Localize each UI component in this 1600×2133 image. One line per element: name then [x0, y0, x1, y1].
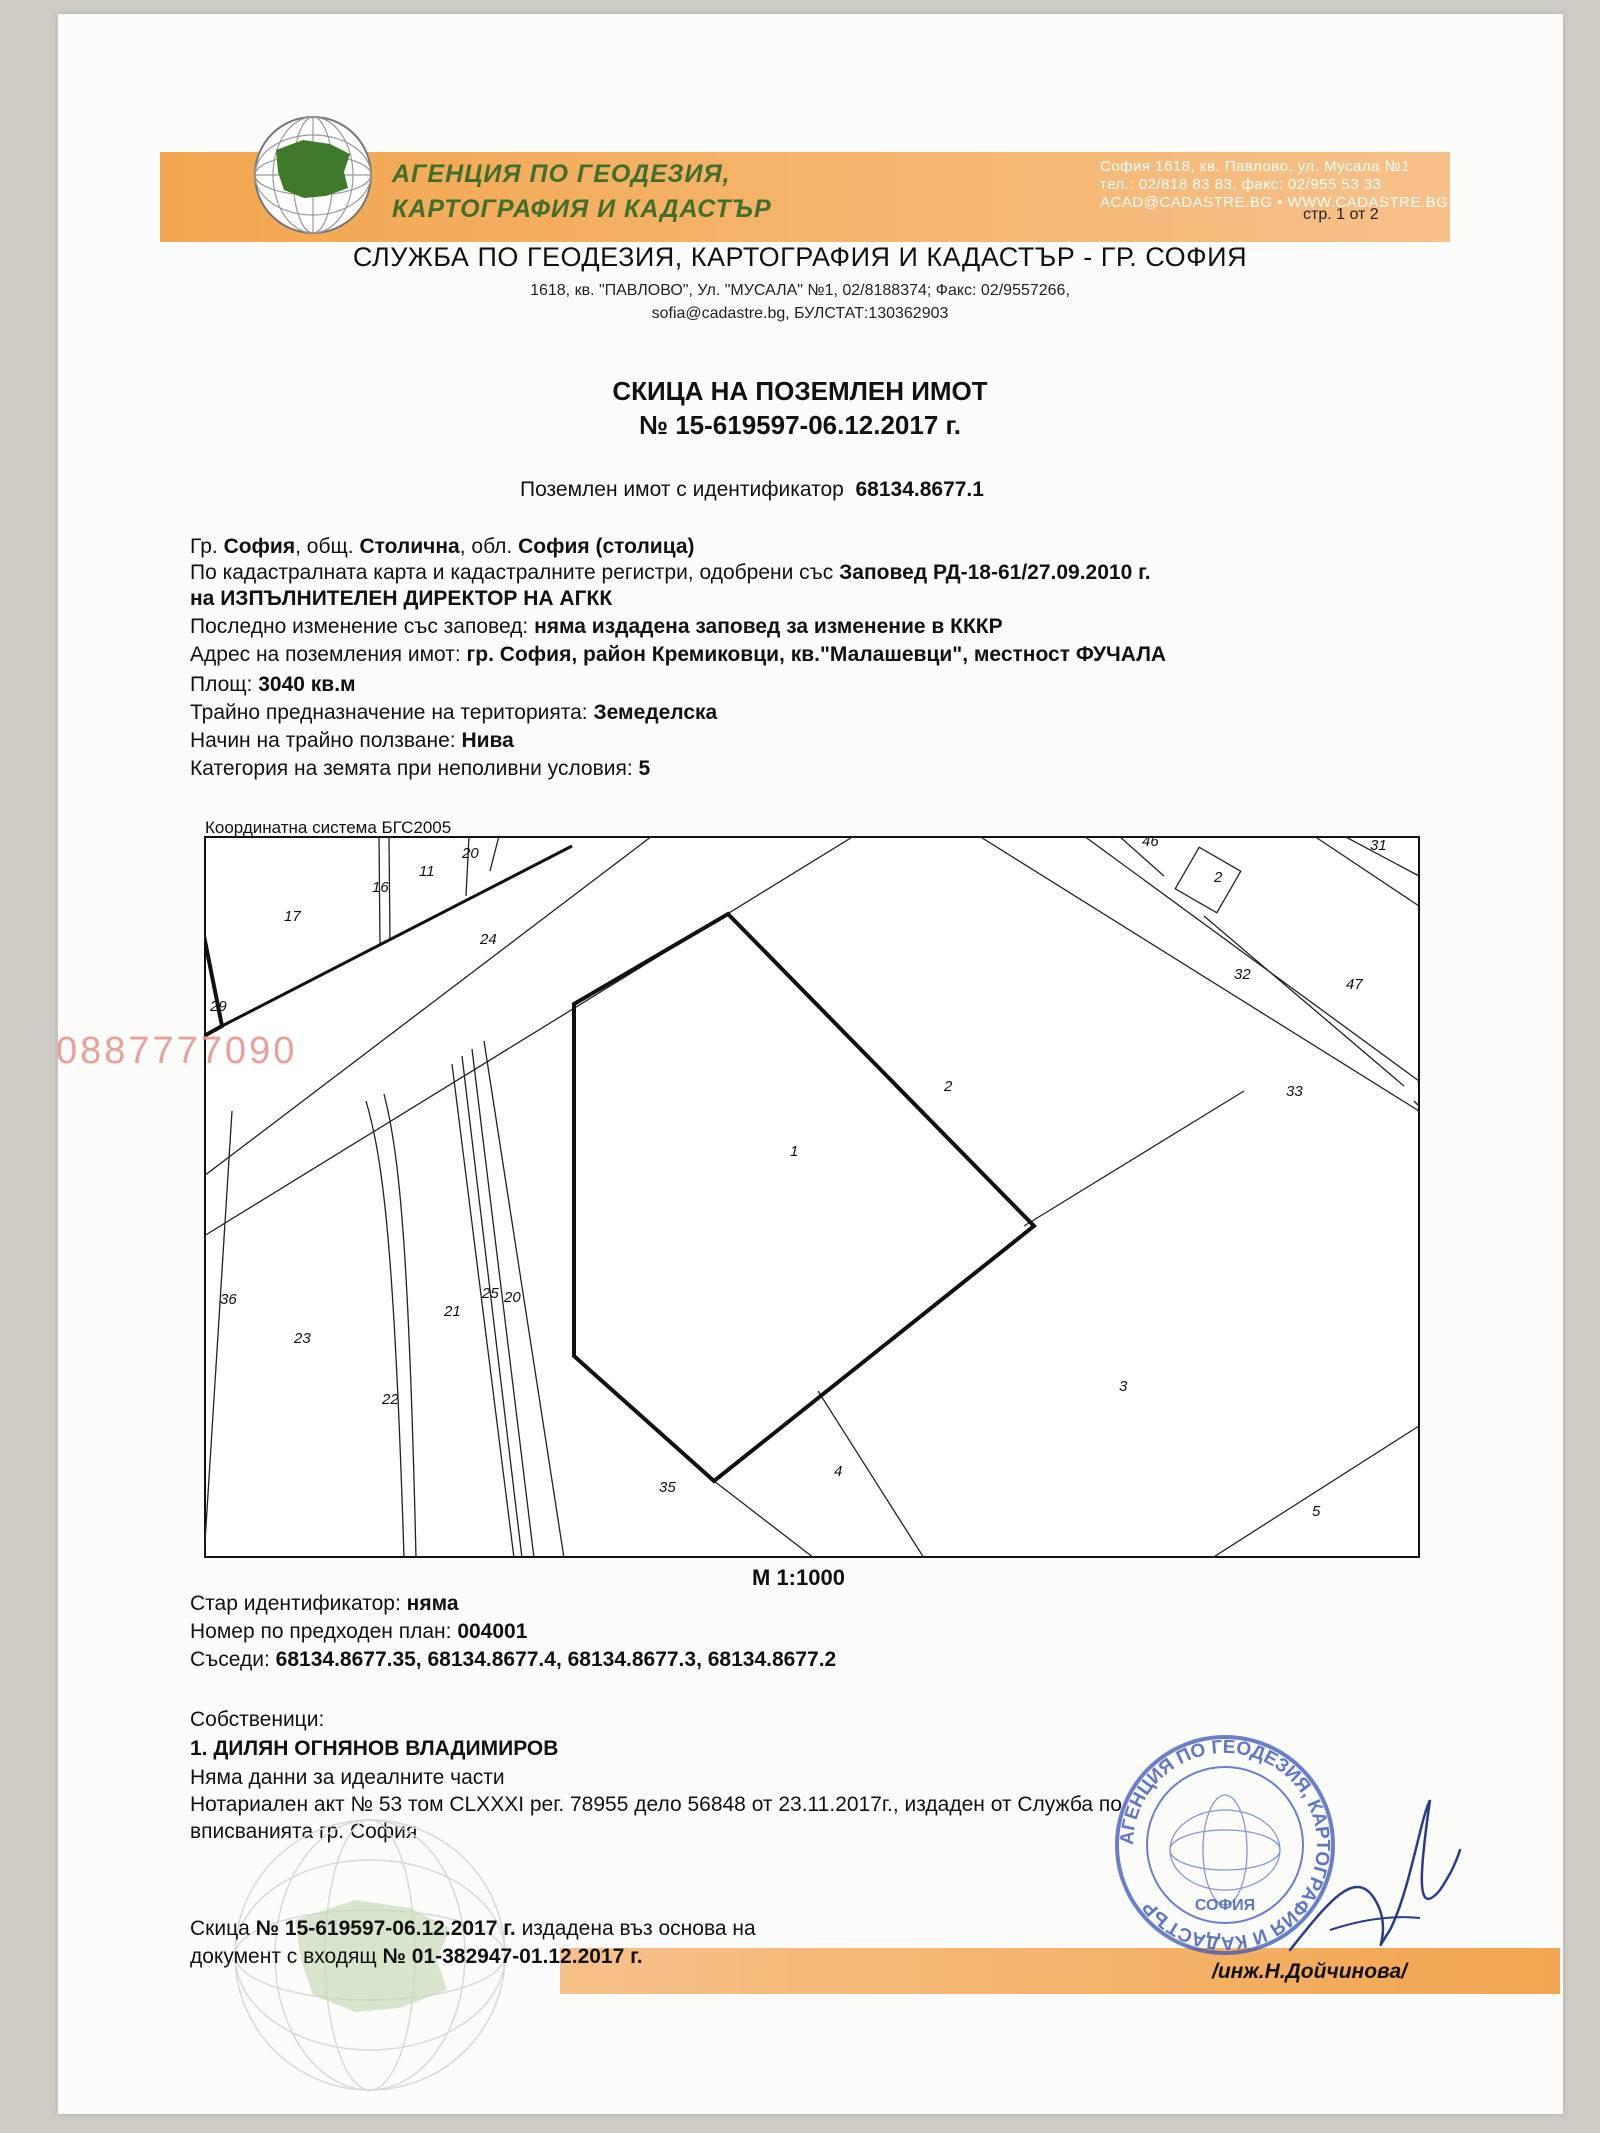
service-address: 1618, кв. "ПАВЛОВО", Ул. "МУСАЛА" №1, 02/8188374; Факс: 02/9557266,	[530, 282, 1070, 299]
parcel-label-20-top: 20	[462, 845, 479, 862]
contact-phone: тел.: 02/818 83 83, факс: 02/955 53 33	[1100, 176, 1382, 193]
document-number-value: № 01-382947-01.12.2017 г.	[382, 1945, 643, 1968]
parcel-label-23: 23	[294, 1330, 311, 1347]
parcel-label-5: 5	[1312, 1503, 1321, 1520]
approval-by-row	[190, 587, 612, 611]
area-label: Площ:	[190, 673, 253, 696]
sketch-issued-row	[190, 1917, 756, 1941]
identifier-value: 68134.8677.1	[855, 478, 984, 501]
municipality-value: Столична	[359, 535, 460, 558]
coordinate-system: Координатна система БГС2005	[205, 818, 452, 837]
cadastral-map	[204, 836, 1420, 1558]
neighbors-value: 68134.8677.35, 68134.8677.4, 68134.8677.3, 68134.8677.2	[275, 1648, 837, 1671]
parcel-label-47: 47	[1346, 976, 1363, 993]
category-value: 5	[638, 757, 651, 780]
last-change-label: Последно изменение със заповед:	[190, 615, 529, 638]
parcel-label-32: 32	[1234, 966, 1251, 983]
watermark-phone: 0887777090	[56, 1030, 298, 1072]
last-change-row	[190, 615, 1003, 639]
category-label: Категория на земята при неполивни условия:	[190, 757, 633, 780]
prev-plan-label: Номер по предходен план:	[190, 1620, 452, 1643]
sketch-document-row	[190, 1945, 643, 1969]
service-email: sofia@cadastre.bg, БУЛСТАТ:130362903	[651, 305, 949, 322]
category-row	[190, 757, 650, 781]
contact-address: София 1618, кв. Павлово, ул. Мусала №1	[1100, 158, 1411, 175]
document-label: документ с входящ	[190, 1945, 377, 1968]
sketch-issued-text: издадена въз основа на	[521, 1917, 756, 1940]
parcel-label-1: 1	[790, 1143, 799, 1160]
city-label: Гр.	[190, 535, 218, 558]
region-label: , обл.	[459, 535, 513, 558]
city-value: София	[223, 535, 296, 558]
purpose-label: Трайно предназначение на територията:	[190, 701, 588, 724]
parcel-label-4: 4	[834, 1463, 843, 1480]
old-id-value: няма	[406, 1592, 459, 1615]
parcel-label-11: 11	[419, 863, 435, 880]
service-title: СЛУЖБА ПО ГЕОДЕЗИЯ, КАРТОГРАФИЯ И КАДАСТЪР - ГР. СОФИЯ	[352, 242, 1248, 272]
map-scale: М 1:1000	[752, 1565, 845, 1590]
location-row	[190, 535, 695, 559]
old-id-label: Стар идентификатор:	[190, 1592, 401, 1615]
identifier-label: Поземлен имот с идентификатор	[520, 478, 844, 501]
sketch-number: № 15-619597-06.12.2017 г.	[255, 1917, 516, 1940]
parcel-label-16: 16	[372, 879, 389, 896]
approval-text: По кадастралната карта и кадастралните регистри, одобрени със	[190, 561, 834, 584]
sketch-label: Скица	[190, 1917, 250, 1940]
neighbors-label: Съседи:	[190, 1648, 270, 1671]
contact-email: ACAD@CADASTRE.BG • WWW.CADASTRE.BG	[1100, 194, 1449, 211]
purpose-row	[190, 701, 717, 725]
owners-label: Собственици:	[190, 1708, 325, 1731]
parcel-label-29: 29	[210, 998, 227, 1015]
signature-icon	[1270, 1780, 1470, 1980]
parcel-label-35: 35	[659, 1479, 676, 1496]
prev-plan-row	[190, 1620, 527, 1644]
parcel-label-20: 20	[504, 1289, 521, 1306]
parcel-label-33: 33	[1286, 1083, 1303, 1100]
deed-line2: вписванията гр. София	[190, 1820, 418, 1843]
document-number: № 15-619597-06.12.2017 г.	[638, 410, 961, 440]
prev-plan-value: 004001	[457, 1620, 528, 1643]
parcel-label-22: 22	[382, 1391, 399, 1408]
approval-by: на ИЗПЪЛНИТЕЛЕН ДИРЕКТОР НА АГКК	[190, 587, 613, 610]
address-label: Адрес на поземления имот:	[190, 643, 461, 666]
last-change-value: няма издадена заповед за изменение в КККР	[534, 615, 1003, 638]
address-value: гр. София, район Кремиковци, кв."Малашевци", местност ФУЧАЛА	[466, 643, 1167, 666]
agency-name-line1: АГЕНЦИЯ ПО ГЕОДЕЗИЯ,	[392, 160, 731, 188]
stamp-center-text: СОФИЯ	[1194, 1897, 1256, 1914]
parcel-label-2: 2	[944, 1078, 953, 1095]
page-number: стр. 1 от 2	[1303, 206, 1379, 223]
agency-name-line2: КАРТОГРАФИЯ И КАДАСТЪР	[392, 195, 772, 223]
area-value: 3040 кв.м	[258, 673, 356, 696]
municipality-label: , общ.	[295, 535, 354, 558]
signer-name: /инж.Н.Дойчинова/	[1212, 1960, 1407, 1983]
address-row	[190, 643, 1166, 667]
usage-label: Начин на трайно ползване:	[190, 729, 456, 752]
area-row	[190, 673, 356, 697]
parcel-label-46: 46	[1142, 836, 1159, 850]
parcel-label-36: 36	[220, 1291, 237, 1308]
old-id-row	[190, 1592, 459, 1616]
purpose-value: Земеделска	[593, 701, 718, 724]
parcel-label-3: 3	[1119, 1378, 1128, 1395]
deed-line1: Нотариален акт № 53 том CLXXXI рег. 78955 дело 56848 от 23.11.2017г., издаден от Служба по	[190, 1793, 1122, 1816]
stamp-ring-text: АГЕНЦИЯ ПО ГЕОДЕЗИЯ, КАРТОГРАФИЯ И КАДАСТЪР	[1116, 1736, 1334, 1954]
usage-row	[190, 729, 514, 753]
parcel-label-21: 21	[444, 1303, 461, 1320]
parcel-label-2-building: 2	[1214, 869, 1223, 886]
region-value: София (столица)	[518, 535, 695, 558]
parcel-label-25: 25	[482, 1285, 499, 1302]
agency-logo-icon	[248, 110, 378, 240]
document-title: СКИЦА НА ПОЗЕМЛЕН ИМОТ	[612, 376, 988, 406]
approval-order: Заповед РД-18-61/27.09.2010 г.	[839, 561, 1151, 584]
parcel-label-17: 17	[284, 908, 301, 925]
usage-value: Нива	[461, 729, 514, 752]
parcel-label-24: 24	[480, 931, 497, 948]
parcel-label-31: 31	[1370, 837, 1387, 854]
neighbors-row	[190, 1648, 836, 1672]
owner-name: 1. ДИЛЯН ОГНЯНОВ ВЛАДИМИРОВ	[190, 1737, 559, 1760]
parcel-identifier	[520, 478, 984, 502]
approval-row	[190, 561, 1151, 585]
owner-share: Няма данни за идеалните части	[190, 1766, 505, 1789]
